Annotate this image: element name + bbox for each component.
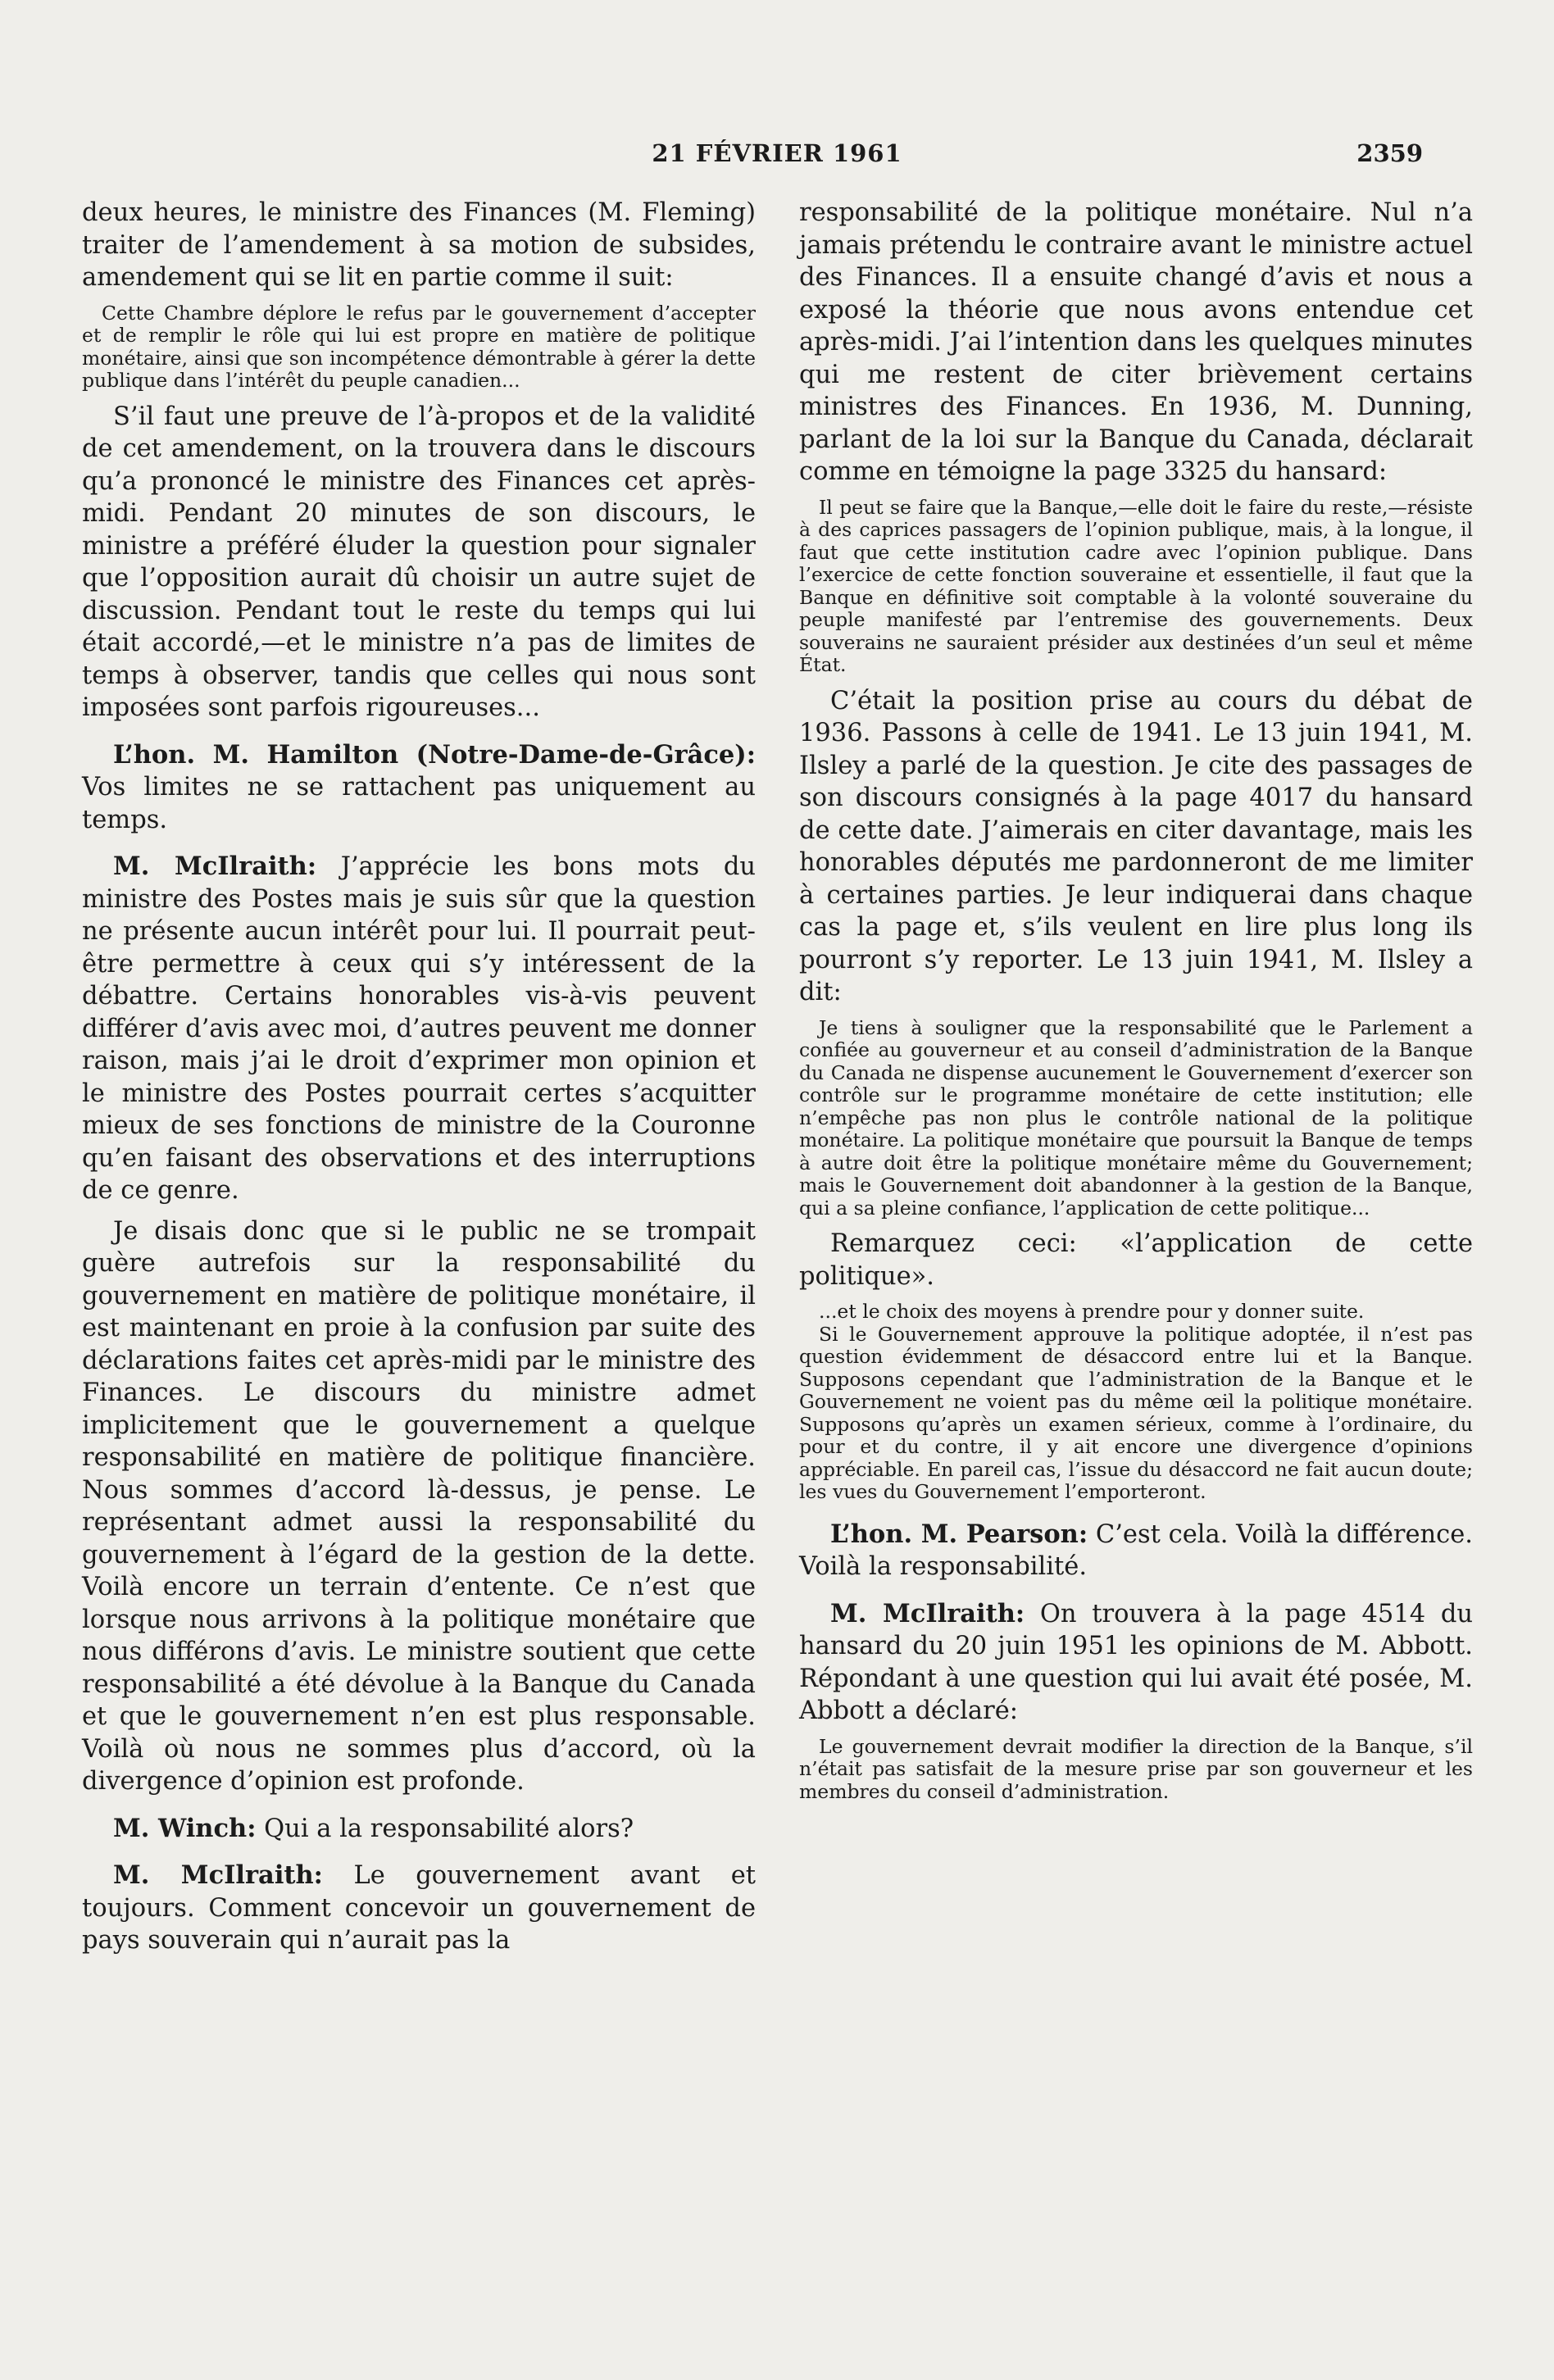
page-number: 2359 (1356, 139, 1423, 167)
speech-paragraph (82, 739, 756, 837)
page-header (0, 139, 1554, 180)
quotation: Je tiens à souligner que la responsabilité que le Parlement a confiée au gouverneur et au conseil d’administration de la Banque du Canada ne dispense aucunement le Gouvernement d’exercer son contrôle sur le programme monétaire de cette institution; elle n’empêche pas non plus le contrôle national de la politique monétaire. La politique monétaire que poursuit la Banque de temps à autre doit être la politique monétaire même du Gouvernement; mais le Gouvernement doit abandonner à la gestion de la Banque, qui a sa pleine confiance, l’application de cette politique... (799, 1015, 1473, 1220)
speaker-name: L’hon. M. Pearson: (830, 1519, 1088, 1549)
paragraph: Je disais donc que si le public ne se trompait guère autrefois sur la responsabilité du gouvernement en matière de politique monétaire, il est maintenant en proie à la confusion par suite des déclarations faites cet après-midi par le ministre des Finances. Le discours du ministre admet implicitement que le gouvernement a quelque responsabilité en matière de politique financière. Nous sommes d’accord là-dessus, je pense. Le représentant admet aussi la responsabilité du gouvernement à l’égard de la gestion de la dette. Voilà encore un terrain d’entente. Ce n’est que lorsque nous arrivons à la politique monétaire que nous différons d’avis. Le ministre soutient que cette responsabilité a été dévolue à la Banque du Canada et que le gouvernement n’en est plus responsable. Voilà où nous ne sommes plus d’accord, où la divergence d’opinion est profonde. (82, 1216, 756, 1796)
paragraph: S’il faut une preuve de l’à-propos et de la validité de cet amendement, on la trouvera dans le discours qu’a prononcé le ministre des Finances cet après-midi. Pendant 20 minutes de son discours, le ministre a préféré éluder la question pour signaler que l’opposition aurait dû choisir un autre sujet de discussion. Pendant tout le reste du temps qui lui était accordé,—et le ministre n’a pas de limites de temps à observer, tandis que celles qui nous sont imposées sont parfois rigoureuses... (82, 402, 756, 722)
quotation: Il peut se faire que la Banque,—elle doit le faire du reste,—résiste à des caprices passagers de l’opinion publique, mais, à la longue, il faut que cette institution cadre avec l’opinion publique. Dans l’exercice de cette fonction souveraine et essentielle, il faut que la Banque en définitive soit comptable à la volonté souveraine du peuple manifesté par l’entremise des gouvernements. Deux souverains ne sauraient présider aux destinées d’un seul et même État. (799, 495, 1473, 676)
quotation: Cette Chambre déplore le refus par le gouvernement d’accepter et de remplir le rôle qui lui est propre en matière de politique monétaire, ainsi que son incompétence démontrable à gérer la dette publique dans l’intérêt du peuple canadien... (82, 301, 756, 392)
speech-paragraph (799, 1598, 1473, 1728)
speech-text: J’apprécie les bons mots du ministre des Postes mais je suis sûr que la question ne présente aucun intérêt pour lui. Il pourrait peut-être permettre à ceux qui s’y intéressent de la débattre. Certains honorables vis-à-vis peuvent différer d’avis avec moi, d’autres peuvent me donner raison, mais j’ai le droit d’exprimer mon opinion et le ministre des Postes pourrait certes s’acquitter mieux de ses fonctions de ministre de la Couronne qu’en faisant des observations et des interruptions de ce genre. (82, 852, 756, 1205)
speech-paragraph (82, 851, 756, 1207)
quotation: Si le Gouvernement approuve la politique adoptée, il n’est pas question évidemment de désaccord entre lui et la Banque. Supposons cependant que l’administration de la Banque et le Gouvernement ne voient pas du même œil la politique monétaire. Supposons qu’après un examen sérieux, comme à l’ordinaire, du pour et du contre, il y ait encore une divergence d’opinions appréciable. En pareil cas, l’issue du désaccord ne fait aucun doute; les vues du Gouvernement l’emporteront. (799, 1322, 1473, 1503)
left-column (82, 197, 756, 1957)
speech-paragraph (82, 1813, 756, 1846)
speech-text: C’est cela. Voilà la différence. Voilà la responsabilité. (799, 1519, 1473, 1581)
paragraph: responsabilité de la politique monétaire. Nul n’a jamais prétendu le contraire avant le ministre actuel des Finances. Il a ensuite changé d’avis et nous a exposé la théorie que nous avons entendue cet après-midi. J’ai l’intention dans les quelques minutes qui me restent de citer brièvement certains ministres des Finances. En 1936, M. Dunning, parlant de la loi sur la Banque du Canada, déclarait comme en témoigne la page 3325 du hansard: (799, 198, 1473, 486)
right-column (799, 197, 1473, 1803)
page-date: 21 FÉVRIER 1961 (652, 139, 902, 167)
speaker-name: M. McIlraith: (113, 852, 317, 881)
quotation: Le gouvernement devrait modifier la direction de la Banque, s’il n’était pas satisfait de la mesure prise par son gouverneur et les membres du conseil d’administration. (799, 1734, 1473, 1803)
speaker-name: M. Winch: (113, 1813, 257, 1843)
speech-text: Vos limites ne se rattachent pas uniquement au temps. (82, 773, 756, 834)
speech-text: On trouvera à la page 4514 du hansard du 20 juin 1951 les opinions de M. Abbott. Répondant à une question qui lui avait été posée, M. Abbott a déclaré: (799, 1599, 1474, 1725)
paragraph: Remarquez ceci: «l’application de cette politique». (799, 1229, 1473, 1291)
paragraph: C’était la position prise au cours du débat de 1936. Passons à celle de 1941. Le 13 juin 1941, M. Ilsley a parlé de la question. Je cite des passages de son discours consignés à la page 4017 du hansard de cette date. J’aimerais en citer davantage, mais les honorables députés me pardonneront de me limiter à certaines parties. Je leur indiquerai dans chaque cas la page et, s’ils veulent en lire plus long ils pourront s’y reporter. Le 13 juin 1941, M. Ilsley a dit: (799, 686, 1473, 1006)
speech-paragraph (82, 1860, 756, 1957)
speech-paragraph (799, 1519, 1473, 1583)
speaker-name: M. McIlraith: (830, 1598, 1025, 1628)
paragraph: deux heures, le ministre des Finances (M. Fleming) traiter de l’amendement à sa motion de subsides, amendement qui se lit en partie comme il suit: (82, 198, 756, 292)
speaker-name: M. McIlraith: (113, 1860, 323, 1890)
speaker-name: L’hon. M. Hamilton (Notre-Dame-de-Grâce): (113, 739, 756, 770)
quotation: ...et le choix des moyens à prendre pour y donner suite. (819, 1300, 1365, 1323)
speech-text: Le gouvernement avant et toujours. Comment concevoir un gouvernement de pays souverain qui n’aurait pas la (82, 1861, 757, 1955)
speech-text: Qui a la responsabilité alors? (256, 1814, 634, 1843)
